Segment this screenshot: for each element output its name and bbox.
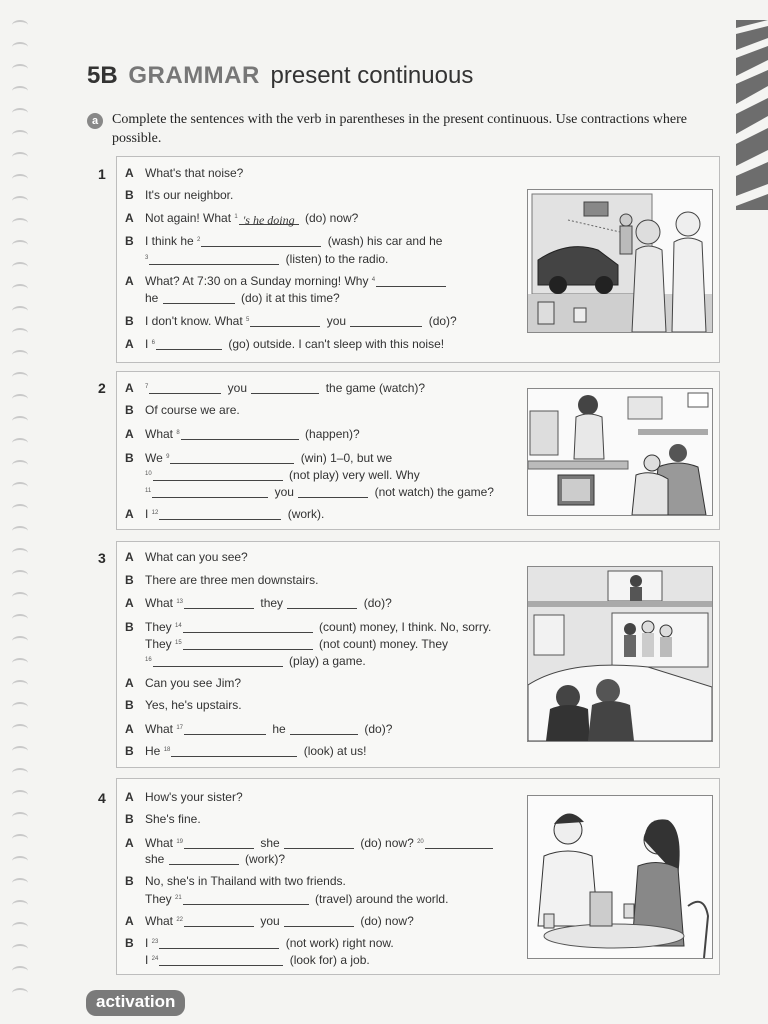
dialogue-text: (do)?: [425, 314, 457, 328]
answer-blank[interactable]: [250, 314, 320, 327]
dialogue-text: (listen) to the radio.: [282, 252, 389, 266]
speaker-label: B: [125, 812, 134, 826]
blank-number: 3: [145, 255, 149, 261]
dialogue-text: What: [145, 914, 177, 928]
answer-blank[interactable]: [159, 507, 281, 520]
instruction-badge: a: [87, 113, 103, 129]
spiral-ring: [12, 130, 28, 140]
dialogue-line: [145, 483, 494, 501]
spiral-ring: [12, 20, 28, 30]
dialogue-line: [125, 272, 449, 290]
dialogue-text: I don't know. What: [145, 314, 247, 328]
exercise-number-3: 3: [98, 550, 106, 566]
blank-number: 4: [371, 277, 376, 283]
dialogue-text: Not again! What: [145, 211, 235, 225]
dialogue-text: Can you see Jim?: [145, 676, 242, 690]
speaker-label: B: [125, 620, 134, 634]
spiral-ring: [12, 394, 28, 404]
spiral-ring: [12, 636, 28, 646]
blank-number: 23: [151, 939, 159, 945]
answer-blank[interactable]: [159, 953, 283, 966]
dialogue-text: they: [257, 596, 287, 610]
spiral-ring: [12, 944, 28, 954]
dialogue-text: I: [145, 337, 152, 351]
spiral-binding: [0, 20, 34, 1010]
answer-blank[interactable]: [376, 274, 446, 287]
blank-number: 5: [246, 317, 250, 323]
dialogue-line: [125, 165, 243, 182]
answer-blank[interactable]: [181, 427, 299, 440]
dialogue-text: (do)?: [361, 722, 393, 736]
dialogue-line: [145, 250, 388, 268]
exercise-number-1: 1: [98, 166, 106, 182]
spiral-ring: [12, 438, 28, 448]
dialogue-text: They: [145, 637, 176, 651]
dialogue-text: you: [323, 314, 350, 328]
answer-blank[interactable]: [425, 836, 493, 849]
dialogue-line: [125, 232, 442, 250]
dialogue-line: [125, 187, 233, 204]
answer-blank[interactable]: [287, 596, 357, 609]
spiral-ring: [12, 328, 28, 338]
dialogue-line: [145, 652, 366, 670]
dialogue-line: [145, 635, 448, 653]
spiral-ring: [12, 504, 28, 514]
answer-blank[interactable]: [159, 936, 279, 949]
dialogue-text: They: [145, 892, 176, 906]
answer-blank[interactable]: [183, 620, 313, 633]
blank-number: 7: [145, 384, 149, 390]
dialogue-line: [125, 618, 491, 636]
dialogue-line: [145, 466, 420, 484]
instruction-text: Complete the sentences with the verb in parentheses in the present continuous. Use contractions where possible.: [112, 112, 687, 146]
dialogue-text: you: [224, 381, 251, 395]
speaker-label: B: [125, 936, 134, 950]
answer-blank[interactable]: [153, 654, 283, 667]
speaker-label: A: [125, 211, 134, 225]
answer-blank[interactable]: [156, 337, 222, 350]
speaker-label: A: [125, 274, 134, 288]
answer-blank[interactable]: [152, 485, 268, 498]
dialogue-text: you: [271, 485, 298, 499]
dialogue-text: It's our neighbor.: [145, 188, 234, 202]
blank-number: 13: [176, 599, 184, 605]
spiral-ring: [12, 262, 28, 272]
spiral-ring: [12, 614, 28, 624]
speaker-label: B: [125, 188, 134, 202]
dialogue-line: [125, 549, 248, 566]
spiral-ring: [12, 900, 28, 910]
dialogue-line: [145, 290, 340, 307]
dialogue-line: [125, 594, 392, 612]
speaker-label: B: [125, 874, 134, 888]
corner-stripes-decoration: [736, 20, 768, 210]
exercise-number-4: 4: [98, 790, 106, 806]
blank-number: 11: [145, 488, 152, 494]
dialogue-line: [125, 572, 318, 589]
answer-blank[interactable]: [290, 722, 358, 735]
spiral-ring: [12, 768, 28, 778]
dialogue-text: I: [145, 936, 152, 950]
dialogue-text: How's your sister?: [145, 790, 243, 804]
dialogue-text: Yes, he's upstairs.: [145, 698, 242, 712]
illustration-neighbor-washing-car: [527, 189, 713, 333]
dialogue-line: [125, 425, 360, 443]
blank-number: 14: [175, 623, 182, 629]
spiral-ring: [12, 372, 28, 382]
answer-blank[interactable]: [169, 852, 239, 865]
spiral-ring: [12, 526, 28, 536]
blank-number: 21: [175, 895, 182, 901]
blank-number: 22: [176, 917, 184, 923]
dialogue-text: (play) a game.: [285, 654, 366, 668]
blank-number: 12: [151, 510, 159, 516]
answer-blank[interactable]: [183, 892, 309, 905]
speaker-label: B: [125, 234, 134, 248]
blank-number: 24: [151, 956, 159, 962]
speaker-label: A: [125, 427, 134, 441]
answer-blank[interactable]: [201, 234, 321, 247]
answer-blank[interactable]: [184, 836, 254, 849]
dialogue-text: What: [145, 427, 177, 441]
spiral-ring: [12, 152, 28, 162]
dialogue-line: [145, 890, 448, 908]
dialogue-text: We: [145, 451, 167, 465]
answer-blank[interactable]: [163, 291, 235, 304]
answer-blank[interactable]: [298, 485, 368, 498]
section-label: GRAMMAR: [128, 62, 260, 89]
dialogue-line: [125, 789, 243, 806]
spiral-ring: [12, 680, 28, 690]
dialogue-text: the game (watch)?: [322, 381, 426, 395]
dialogue-text: (not watch) the game?: [371, 485, 494, 499]
dialogue-text: She's fine.: [145, 812, 201, 826]
spiral-ring: [12, 988, 28, 998]
dialogue-text: (do) now?: [357, 914, 414, 928]
exercise-box-3: [116, 541, 720, 768]
speaker-label: A: [125, 722, 134, 736]
dialogue-text: she: [145, 852, 168, 866]
dialogue-text: he: [145, 291, 162, 305]
speaker-label: A: [125, 596, 134, 610]
speaker-label: A: [125, 381, 134, 395]
answer-blank[interactable]: [350, 314, 422, 327]
dialogue-line: [125, 697, 242, 714]
speaker-label: A: [125, 337, 134, 351]
dialogue-text: What can you see?: [145, 550, 248, 564]
dialogue-text: He: [145, 744, 164, 758]
spiral-ring: [12, 790, 28, 800]
dialogue-line: [125, 811, 201, 828]
spiral-ring: [12, 86, 28, 96]
spiral-ring: [12, 966, 28, 976]
dialogue-text: (do) now?: [357, 836, 418, 850]
speaker-label: A: [125, 836, 134, 850]
dialogue-line: [125, 312, 457, 330]
answer-blank[interactable]: [184, 722, 266, 735]
page-title: [87, 60, 473, 92]
dialogue-text: (win) 1–0, but we: [297, 451, 393, 465]
dialogue-text: (count) money, I think. No, sorry.: [315, 620, 492, 634]
answer-blank[interactable]: [251, 381, 319, 394]
spiral-ring: [12, 658, 28, 668]
spiral-ring: [12, 746, 28, 756]
speaker-label: B: [125, 451, 134, 465]
spiral-ring: [12, 416, 28, 426]
answer-blank[interactable]: [183, 637, 313, 650]
dialogue-text: (go) outside. I can't sleep with this noise!: [225, 337, 445, 351]
spiral-ring: [12, 460, 28, 470]
spiral-ring: [12, 922, 28, 932]
dialogue-line: [125, 505, 324, 523]
answer-blank[interactable]: [284, 836, 354, 849]
spiral-ring: [12, 306, 28, 316]
dialogue-line: [125, 675, 241, 692]
example-answer: 's he doing: [239, 212, 299, 225]
answer-blank[interactable]: [184, 914, 254, 927]
speaker-label: B: [125, 698, 134, 712]
dialogue-text: There are three men downstairs.: [145, 573, 319, 587]
activation-badge: activation: [86, 990, 185, 1016]
blank-number: 18: [163, 747, 171, 753]
dialogue-line: [125, 834, 496, 852]
dialogue-line: [125, 209, 358, 227]
answer-blank[interactable]: [284, 914, 354, 927]
dialogue-line: [125, 934, 394, 952]
blank-number: 19: [176, 839, 184, 845]
dialogue-text: (look) at us!: [300, 744, 367, 758]
answer-blank[interactable]: [149, 252, 279, 265]
dialogue-text: I think he: [145, 234, 198, 248]
dialogue-line: [125, 720, 392, 738]
dialogue-text: No, she's in Thailand with two friends.: [145, 874, 346, 888]
exercise-box-1: [116, 156, 720, 363]
exercise-box-2: [116, 371, 720, 530]
speaker-label: A: [125, 507, 134, 521]
speaker-label: A: [125, 166, 134, 180]
answer-blank[interactable]: [153, 468, 283, 481]
speaker-label: A: [125, 914, 134, 928]
spiral-ring: [12, 548, 28, 558]
dialogue-text: What: [145, 596, 177, 610]
answer-blank[interactable]: [184, 596, 254, 609]
dialogue-text: (work)?: [241, 852, 286, 866]
answer-blank[interactable]: [149, 381, 221, 394]
blank-number: 1: [234, 214, 238, 220]
blank-number: 16: [145, 657, 152, 663]
dialogue-text: What's that noise?: [145, 166, 244, 180]
unit-number: 5B: [87, 62, 118, 89]
dialogue-text: I: [145, 953, 152, 967]
dialogue-text: (do)?: [360, 596, 392, 610]
dialogue-text: (work).: [284, 507, 325, 521]
illustration-cafe-conversation: [527, 795, 713, 959]
dialogue-text: (look for) a job.: [286, 953, 370, 967]
dialogue-line: [125, 449, 392, 467]
spiral-ring: [12, 570, 28, 580]
topic-label: present continuous: [270, 62, 474, 89]
spiral-ring: [12, 174, 28, 184]
speaker-label: B: [125, 744, 134, 758]
spiral-ring: [12, 240, 28, 250]
dialogue-line: [125, 912, 414, 930]
answer-blank[interactable]: [171, 744, 297, 757]
dialogue-text: (not count) money. They: [315, 637, 448, 651]
dialogue-text: What: [145, 836, 177, 850]
dialogue-text: (not work) right now.: [282, 936, 394, 950]
spiral-ring: [12, 108, 28, 118]
illustration-men-in-car: [527, 566, 713, 742]
exercise-box-4: [116, 778, 720, 975]
speaker-label: A: [125, 676, 134, 690]
spiral-ring: [12, 42, 28, 52]
dialogue-text: (not play) very well. Why: [285, 468, 420, 482]
speaker-label: A: [125, 790, 134, 804]
dialogue-text: They: [145, 620, 176, 634]
dialogue-text: he: [269, 722, 290, 736]
dialogue-line: [145, 951, 370, 969]
dialogue-text: (happen)?: [301, 427, 360, 441]
dialogue-line: [125, 402, 240, 419]
dialogue-text: you: [257, 914, 284, 928]
spiral-ring: [12, 592, 28, 602]
spiral-ring: [12, 878, 28, 888]
speaker-label: B: [125, 403, 134, 417]
exercise-number-2: 2: [98, 380, 106, 396]
blank-number: 15: [175, 640, 182, 646]
dialogue-text: What? At 7:30 on a Sunday morning! Why: [145, 274, 372, 288]
spiral-ring: [12, 482, 28, 492]
blank-number: 17: [176, 725, 184, 731]
dialogue-text: (do) now?: [301, 211, 359, 225]
blank-number: 9: [166, 454, 170, 460]
dialogue-line: [125, 335, 444, 353]
dialogue-text: (do) it at this time?: [237, 291, 340, 305]
spiral-ring: [12, 834, 28, 844]
spiral-ring: [12, 218, 28, 228]
dialogue-text: (travel) around the world.: [311, 892, 449, 906]
blank-number: 6: [151, 340, 156, 346]
blank-number: 10: [145, 471, 152, 477]
dialogue-line: [125, 379, 425, 397]
spiral-ring: [12, 350, 28, 360]
speaker-label: B: [125, 314, 134, 328]
spiral-ring: [12, 284, 28, 294]
dialogue-text: I: [145, 507, 152, 521]
dialogue-text: (wash) his car and he: [324, 234, 443, 248]
dialogue-text: Of course we are.: [145, 403, 240, 417]
spiral-ring: [12, 856, 28, 866]
dialogue-line: [125, 873, 346, 890]
speaker-label: A: [125, 550, 134, 564]
blank-number: 8: [176, 430, 180, 436]
blank-number: 20: [417, 839, 424, 845]
spiral-ring: [12, 64, 28, 74]
dialogue-text: she: [257, 836, 284, 850]
spiral-ring: [12, 702, 28, 712]
blank-number: 2: [197, 237, 201, 243]
illustration-watching-game: [527, 388, 713, 516]
spiral-ring: [12, 812, 28, 822]
dialogue-text: What: [145, 722, 177, 736]
dialogue-line: [125, 742, 366, 760]
speaker-label: B: [125, 573, 134, 587]
answer-blank[interactable]: [170, 451, 294, 464]
spiral-ring: [12, 724, 28, 734]
dialogue-line: [145, 851, 285, 868]
spiral-ring: [12, 196, 28, 206]
